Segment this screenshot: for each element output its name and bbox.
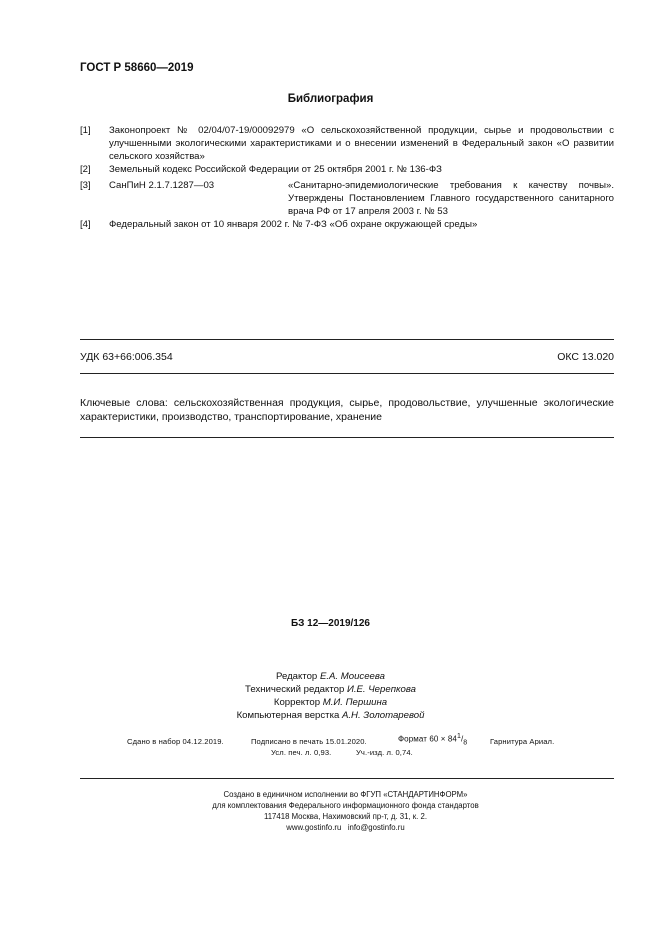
standard-number: ГОСТ Р 58660—2019 bbox=[80, 62, 194, 74]
format-numerator: 1 bbox=[456, 733, 461, 740]
udk-code: УДК 63+66:006.354 bbox=[80, 351, 173, 363]
editor-line bbox=[0, 697, 661, 708]
editor-name: М.И. Першина bbox=[322, 697, 388, 708]
footer-line: для комплектования Федерального информационного фонда стандартов bbox=[212, 801, 479, 810]
ref-number: [4] bbox=[80, 219, 91, 230]
format-label: Формат 60 × 84 bbox=[398, 734, 457, 744]
keywords: Ключевые слова: сельскохозяйственная продукция, сырье, продовольствие, улучшенные экологические характеристики, производство, транспортирование, хранение bbox=[80, 397, 614, 423]
bz-number: БЗ 12—2019/126 bbox=[291, 618, 370, 629]
editor-line bbox=[0, 710, 661, 721]
divider bbox=[80, 778, 614, 779]
print-format: Формат $60 \times 84^1/_8$ bbox=[398, 733, 468, 747]
editor-role: Корректор bbox=[273, 697, 321, 708]
editor-line bbox=[0, 684, 661, 695]
format-denominator: 8 bbox=[463, 739, 468, 747]
ref-text: Законопроект № 02/04/07-19/00092979 «О сельскохозяйственной продукции, сырье и продовольствии с улучшенными экологическими характеристиками и о внесении изменений в Федеральный закон «О развитии сельского хозяйства» bbox=[109, 125, 614, 162]
ref-number: [1] bbox=[80, 125, 91, 136]
print-typeface: Гарнитура Ариал. bbox=[490, 737, 555, 746]
divider bbox=[80, 373, 614, 374]
print-sheets: Усл. печ. л. 0,93. bbox=[271, 748, 332, 757]
footer-website[interactable]: www.gostinfo.ru bbox=[286, 823, 342, 832]
editor-name: И.Е. Черепкова bbox=[346, 684, 416, 695]
editor-line bbox=[0, 671, 661, 682]
ref-code: СанПиН 2.1.7.1287—03 bbox=[109, 180, 215, 191]
ref-text: Земельный кодекс Российской Федерации от 25 октября 2001 г. № 136-ФЗ bbox=[109, 164, 442, 175]
ref-text: Федеральный закон от 10 января 2002 г. № 7-ФЗ «Об охране окружающей среды» bbox=[109, 219, 478, 230]
divider bbox=[80, 437, 614, 438]
ref-text: «Санитарно-эпидемиологические требования к качеству почвы». Утверждены Постановлением Главного государственного санитарного врача РФ от 17 апреля 2003 г. № 53 bbox=[288, 180, 614, 217]
oks-code: ОКС 13.020 bbox=[557, 351, 614, 363]
editor-name: Е.А. Моисеева bbox=[319, 671, 386, 682]
footer-email[interactable]: info@gostinfo.ru bbox=[347, 823, 405, 832]
print-signed: Подписано в печать 15.01.2020. bbox=[251, 737, 367, 746]
footer-contacts bbox=[0, 823, 661, 832]
editor-name: А.Н. Золотаревой bbox=[341, 710, 425, 721]
bibliography-title: Библиография bbox=[287, 93, 374, 105]
footer-line: 117418 Москва, Нахимовский пр-т, д. 31, к. 2. bbox=[263, 812, 428, 821]
ref-number: [2] bbox=[80, 164, 91, 175]
editor-role: Редактор bbox=[275, 671, 318, 682]
print-submitted: Сдано в набор 04.12.2019. bbox=[127, 737, 224, 746]
divider bbox=[80, 339, 614, 340]
ref-number: [3] bbox=[80, 180, 91, 191]
footer-line: Создано в единичном исполнении во ФГУП «СТАНДАРТИНФОРМ» bbox=[223, 790, 468, 799]
editor-role: Компьютерная верстка bbox=[236, 710, 340, 721]
editor-role: Технический редактор bbox=[245, 684, 345, 695]
print-pub-sheets: Уч.-изд. л. 0,74. bbox=[356, 748, 413, 757]
